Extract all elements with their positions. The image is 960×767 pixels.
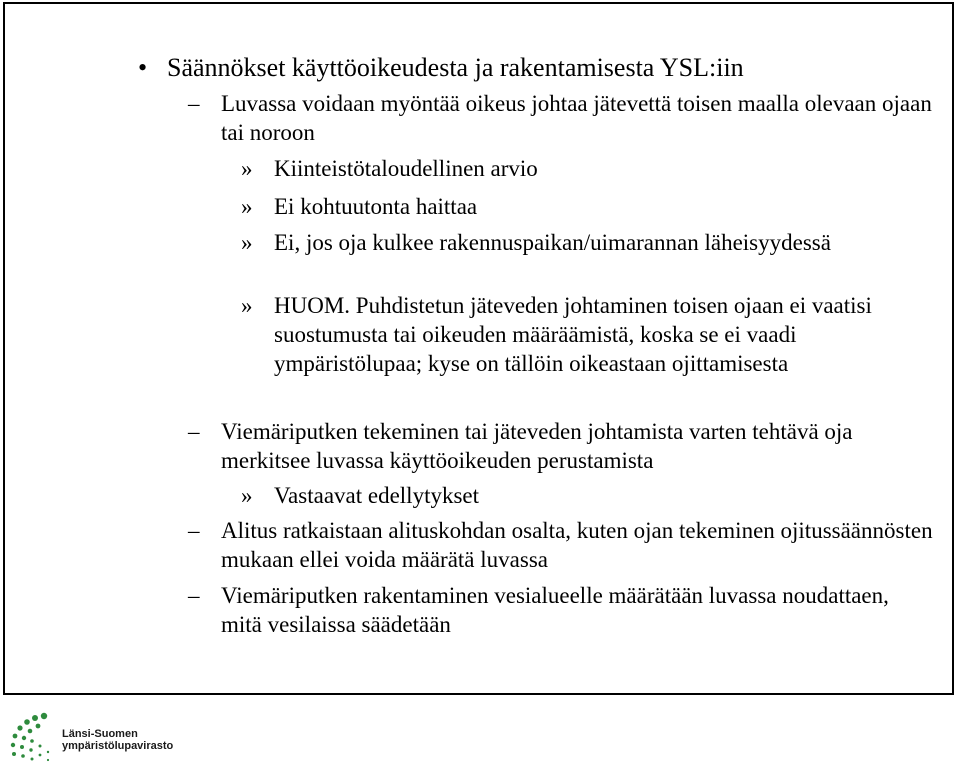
dash-marker: – [188,583,200,608]
list-item: Vastaavat edellytykset [274,483,480,508]
agency-logo-icon [8,712,58,764]
sub-marker: » [241,156,253,181]
logo-line-1: Länsi-Suomen [62,728,138,740]
list-item: Ei kohtuutonta haittaa [274,194,478,219]
dash-marker: – [188,91,200,116]
list-item: Viemäriputken rakentaminen vesialueelle määrätään luvassa noudattaen, mitä vesilaissa säädetään [221,583,889,637]
sub-marker: » [241,194,253,219]
agency-logo-text [62,728,173,752]
list-item: Ei, jos oja kulkee rakennuspaikan/uimarannan läheisyydessä [274,230,831,255]
dash-marker: – [188,518,200,543]
dash-marker: – [188,419,200,444]
list-item: Viemäriputken tekeminen tai jäteveden johtamista varten tehtävä oja merkitsee luvassa käyttöoikeuden perustamista [221,419,853,473]
logo-line-2: ympäristölupavirasto [62,740,174,752]
slide-heading: Säännökset käyttöoikeudesta ja rakentamisesta YSL:iin [167,53,744,82]
sub-marker: » [241,483,253,508]
list-item: Alitus ratkaistaan alituskohdan osalta, kuten ojan tekeminen ojitussäännösten mukaan ellei voida määrätä luvassa [221,518,933,572]
list-item: Luvassa voidaan myöntää oikeus johtaa jätevettä toisen maalla olevaan ojaan tai noroon [221,91,932,145]
sub-marker: » [241,293,253,318]
bullet-marker: • [138,53,148,82]
sub-marker: » [241,230,253,255]
list-item: HUOM. Puhdistetun jäteveden johtaminen toisen ojaan ei vaatisi suostumusta tai oikeuden määräämistä, koska se ei vaadi ympäristölupaa; kyse on tällöin oikeastaan ojittamisesta [274,293,872,376]
list-item: Kiinteistötaloudellinen arvio [274,156,538,181]
